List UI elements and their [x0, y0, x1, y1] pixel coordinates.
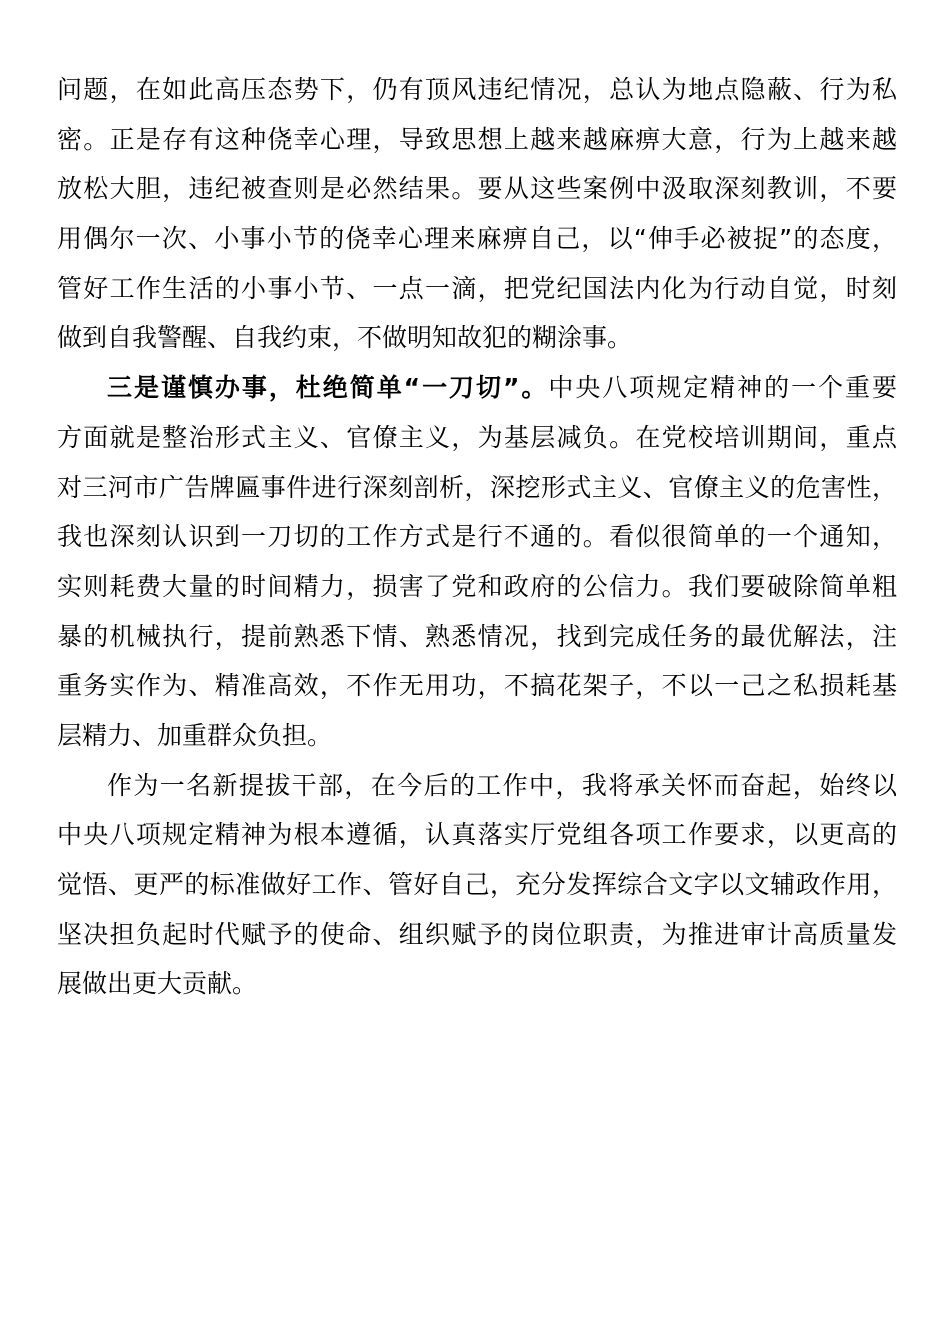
paragraph-2-line-8: 层精力、加重群众负担。: [57, 720, 333, 750]
paragraph-2-line-6: 暴的机械执行，提前熟悉下情、熟悉情况，找到完成任务的最优解法，注: [57, 621, 897, 651]
paragraph-2-line-1: [57, 363, 897, 413]
document-body: [57, 65, 897, 1009]
paragraph-2-line-2: 方面就是整治形式主义、官僚主义，为基层减负。在党校培训期间，重点: [57, 422, 897, 452]
paragraph-1-line-4: 用偶尔一次、小事小节的侥幸心理来麻痹自己，以“伸手必被捉”的态度，: [57, 224, 897, 254]
paragraph-3-line-5: 展做出更大贡献。: [57, 969, 258, 999]
paragraph-3-line-1: 作为一名新提拔干部，在今后的工作中，我将承关怀而奋起，始终以: [107, 770, 897, 800]
paragraph-3-line-3: 觉悟、更严的标准做好工作、管好自己，充分发挥综合文字以文辅政作用，: [57, 870, 897, 899]
paragraph-2-line-5: 实则耗费大量的时间精力，损害了党和政府的公信力。我们要破除简单粗: [57, 571, 897, 601]
paragraph-2-line-1-rest: 中央八项规定精神的一个重要: [548, 373, 897, 403]
paragraph-2: [57, 363, 897, 761]
paragraph-1-line-3: 放松大胆，违纪被查则是必然结果。要从这些案例中汲取深刻教训，不要: [57, 174, 897, 204]
paragraph-3-line-4: 坚决担负起时代赋予的使命、组织赋予的岗位职责，为推进审计高质量发: [57, 919, 897, 949]
paragraph-1-line-5: 管好工作生活的小事小节、一点一滴，把党纪国法内化为行动自觉，时刻: [57, 273, 897, 303]
paragraph-2-line-3: 对三河市广告牌匾事件进行深刻剖析，深挖形式主义、官僚主义的危害性，: [57, 472, 897, 502]
paragraph-3: [57, 761, 897, 1009]
paragraph-2-line-4: 我也深刻认识到一刀切的工作方式是行不通的。看似很简单的一个通知，: [57, 522, 897, 552]
paragraph-1-line-2: 密。正是存有这种侥幸心理，导致思想上越来越麻痹大意，行为上越来越: [57, 124, 897, 154]
paragraph-1: [57, 65, 897, 363]
paragraph-1-line-1: 问题，在如此高压态势下，仍有顶风违纪情况，总认为地点隐蔽、行为私: [57, 75, 897, 104]
paragraph-2-line-7: 重务实作为、精准高效，不作无用功，不搞花架子，不以一己之私损耗基: [57, 671, 897, 701]
paragraph-1-line-6: 做到自我警醒、自我约束，不做明知故犯的糊涂事。: [57, 323, 633, 353]
paragraph-3-line-2: 中央八项规定精神为根本遵循，认真落实厅党组各项工作要求，以更高的: [57, 820, 897, 850]
paragraph-2-lead-heading: 三是谨慎办事，杜绝简单“一刀切”。: [107, 373, 549, 403]
